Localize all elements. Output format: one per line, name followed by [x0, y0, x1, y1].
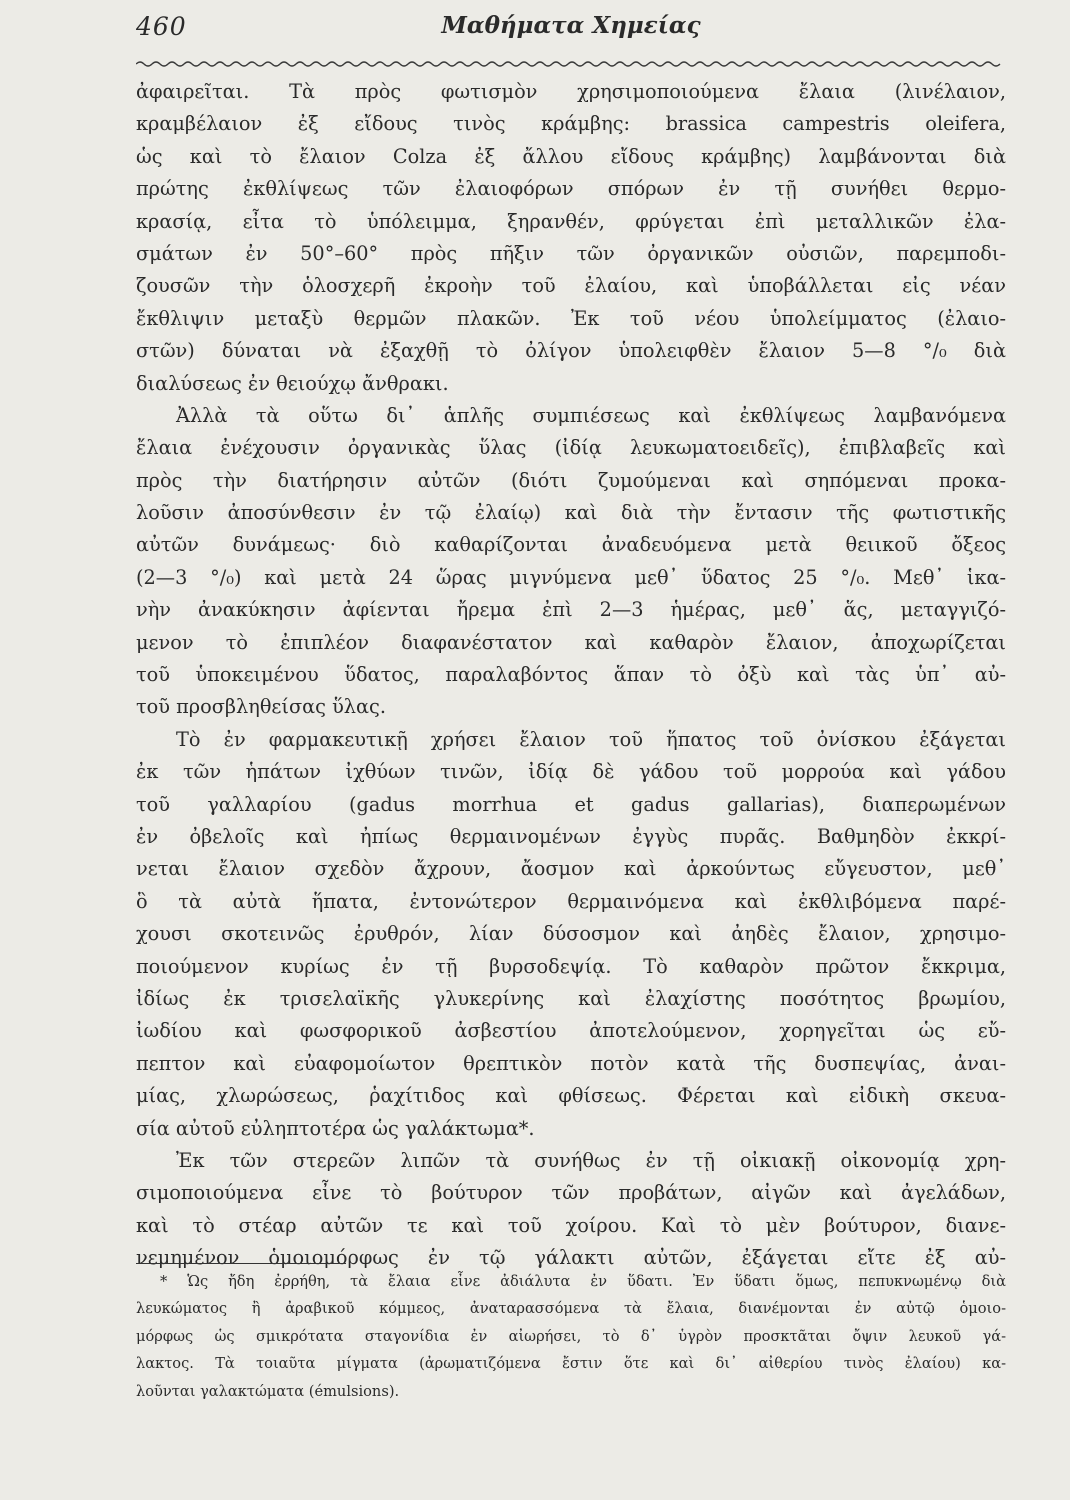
text-line: νὴν ἀνακύκησιν ἀφίενται ἤρεμα ἐπὶ 2—3 ἡμέρας, μεθ᾽ ἅς, μεταγγιζό-: [136, 598, 1006, 622]
text-line: μενον τὸ ἐπιπλέον διαφανέστατον καὶ καθαρὸν ἔλαιον, ἀποχωρίζεται: [136, 630, 1006, 654]
text-line: διαλύσεως ἐν θειούχῳ ἄνθρακι.: [136, 371, 449, 395]
text-line: μίας, χλωρώσεως, ῥαχίτιδος καὶ φθίσεως. Φέρεται καὶ εἰδικὴ σκευα-: [136, 1084, 1006, 1108]
text-line: ἔκθλιψιν μεταξὺ θερμῶν πλακῶν. Ἐκ τοῦ νέου ὑπολείμματος (ἐλαιο-: [136, 306, 1006, 330]
text-line: ζουσῶν τὴν ὁλοσχερῆ ἐκροὴν τοῦ ἐλαίου, καὶ ὑποβάλλεται εἰς νέαν: [136, 274, 1006, 298]
text-line: χουσι σκοτεινῶς ἐρυθρόν, λίαν δύσοσμον καὶ ἀηδὲς ἔλαιον, χρησιμο-: [136, 922, 1006, 946]
text-line: κρασίᾳ, εἶτα τὸ ὑπόλειμμα, ξηρανθέν, φρύγεται ἐπὶ μεταλλικῶν ἐλα-: [136, 209, 1006, 233]
text-line: τοῦ προσβληθείσας ὕλας.: [136, 695, 386, 719]
text-line: νεται ἔλαιον σχεδὸν ἄχρουν, ἄοσμον καὶ ἀρκούντως εὔγευστον, μεθ᾽: [136, 857, 1006, 881]
text-line: τοῦ ὑποκειμένου ὕδατος, παραλαβόντος ἅπαν τὸ ὀξὺ καὶ τὰς ὑπ᾽ αὐ-: [136, 663, 1006, 687]
text-line: Τὸ ἐν φαρμακευτικῇ χρήσει ἔλαιον τοῦ ἥπατος τοῦ ὀνίσκου ἐξάγεται: [176, 727, 1006, 751]
text-line: Ἐκ τῶν στερεῶν λιπῶν τὰ συνήθως ἐν τῇ οἰκιακῇ οἰκονομίᾳ χρη-: [176, 1148, 1006, 1172]
text-line: αὐτῶν δυνάμεως· διὸ καθαρίζονται ἀναδευόμενα μετὰ θειικοῦ ὄξεος: [136, 533, 1006, 557]
main-text: [136, 76, 1006, 1274]
footnote-line: * Ὡς ἤδη ἐρρήθη, τὰ ἔλαια εἶνε ἀδιάλυτα ἐν ὕδατι. Ἐν ὕδατι ὅμως, πεπυκνωμένῳ διὰ: [160, 1273, 1006, 1290]
text-line: (2—3 °/₀) καὶ μετὰ 24 ὥρας μιγνύμενα μεθ᾽ ὕδατος 25 °/₀. Μεθ᾽ ἱκα-: [136, 565, 1006, 589]
footnote-line: λοῦνται γαλακτώματα (émulsions).: [136, 1382, 400, 1400]
text-line: τοῦ γαλλαρίου (gadus morrhua et gadus gallarias), διαπερωμένων: [136, 792, 1006, 816]
page-number: 460: [136, 12, 187, 41]
text-line: πεπτον καὶ εὐαφομοίωτον θρεπτικὸν ποτὸν κατὰ τῆς δυσπεψίας, ἀναι-: [136, 1051, 1006, 1075]
text-line: ἐν ὀβελοῖς καὶ ἠπίως θερμαινομένων ἐγγὺς πυρᾶς. Βαθμηδὸν ἐκκρί-: [136, 824, 1006, 848]
text-line: ἀφαιρεῖται. Τὰ πρὸς φωτισμὸν χρησιμοποιούμενα ἔλαια (λινέλαιον,: [136, 80, 1006, 103]
text-line: ὃ τὰ αὐτὰ ἥπατα, ἐντονώτερον θερμαινόμενα καὶ ἐκθλιβόμενα παρέ-: [136, 889, 1006, 913]
text-line: Ἀλλὰ τὰ οὕτω δι᾽ ἁπλῆς συμπιέσεως καὶ ἐκθλίψεως λαμβανόμενα: [176, 403, 1006, 427]
text-line: σία αὐτοῦ εὐληπτοτέρα ὡς γαλάκτωμα*.: [136, 1116, 535, 1140]
page-header: [136, 10, 1006, 44]
text-line: σμάτων ἐν 50°–60° πρὸς πῆξιν τῶν ὀργανικῶν οὐσιῶν, παρεμποδι-: [136, 241, 1006, 265]
running-title: Μαθήματα Χημείας: [441, 12, 701, 39]
text-line: καὶ τὸ στέαρ αὐτῶν τε καὶ τοῦ χοίρου. Καὶ τὸ μὲν βούτυρον, διανε-: [136, 1213, 1006, 1237]
text-line: ἐκ τῶν ἡπάτων ἰχθύων τινῶν, ἰδίᾳ δὲ γάδου τοῦ μορρούα καὶ γάδου: [136, 760, 1006, 784]
text-line: λοῦσιν ἀποσύνθεσιν ἐν τῷ ἐλαίῳ) καὶ διὰ τὴν ἔντασιν τῆς φωτιστικῆς: [136, 501, 1006, 525]
text-line: ἰδίως ἐκ τρισελαϊκῆς γλυκερίνης καὶ ἐλαχίστης ποσότητος βρωμίου,: [136, 986, 1006, 1010]
footnote-line: μόρφως ὡς σμικρότατα σταγονίδια ἐν αἰωρήσει, τὸ δ᾽ ὑγρὸν προσκτᾶται ὄψιν λευκοῦ γά-: [136, 1327, 1006, 1345]
text-line: κραμβέλαιον ἐξ εἴδους τινὸς κράμβης: brassica campestris oleifera,: [136, 112, 1006, 136]
text-line: νεμημένον ὁμοιομόρφως ἐν τῷ γάλακτι αὐτῶν, ἐξάγεται εἴτε ἐξ αὐ-: [136, 1246, 1006, 1270]
text-line: στῶν) δύναται νὰ ἐξαχθῇ τὸ ὀλίγον ὑπολειφθὲν ἔλαιον 5—8 °/₀ διὰ: [136, 339, 1006, 363]
footnote-line: λευκώματος ἢ ἀραβικοῦ κόμμεος, ἀναταρασσόμενα τὰ ἔλαια, διανέμονται ἐν αὐτῷ ὁμοιο-: [136, 1300, 1006, 1318]
text-line: πρώτης ἐκθλίψεως τῶν ἐλαιοφόρων σπόρων ἐν τῇ συνήθει θερμο-: [136, 177, 1006, 201]
footnote-separator: [136, 1263, 346, 1264]
text-line: ποιούμενον κυρίως ἐν τῇ βυρσοδεψίᾳ. Τὸ καθαρὸν πρῶτον ἔκκριμα,: [136, 954, 1006, 978]
footnotes: [136, 1268, 1006, 1405]
text-line: πρὸς τὴν διατήρησιν αὐτῶν (διότι ζυμούμεναι καὶ σηπόμεναι προκα-: [136, 468, 1006, 492]
text-line: ἰωδίου καὶ φωσφορικοῦ ἀσβεστίου ἀποτελούμενον, χορηγεῖται ὡς εὔ-: [136, 1019, 1006, 1043]
footnote-line: λακτος. Τὰ τοιαῦτα μίγματα (ἀρωματιζόμενα ἔστιν ὅτε καὶ δι᾽ αἰθερίου τινὸς ἐλαίου) κα-: [136, 1355, 1006, 1373]
header-wavy-rule: [136, 58, 1006, 70]
text-line: ὡς καὶ τὸ ἔλαιον Colza ἐξ ἄλλου εἴδους κράμβης) λαμβάνονται διὰ: [136, 144, 1006, 168]
text-line: σιμοποιούμενα εἶνε τὸ βούτυρον τῶν προβάτων, αἰγῶν καὶ ἀγελάδων,: [136, 1181, 1006, 1205]
text-line: ἔλαια ἐνέχουσιν ὀργανικὰς ὕλας (ἰδίᾳ λευκωματοειδεῖς), ἐπιβλαβεῖς καὶ: [136, 436, 1006, 460]
